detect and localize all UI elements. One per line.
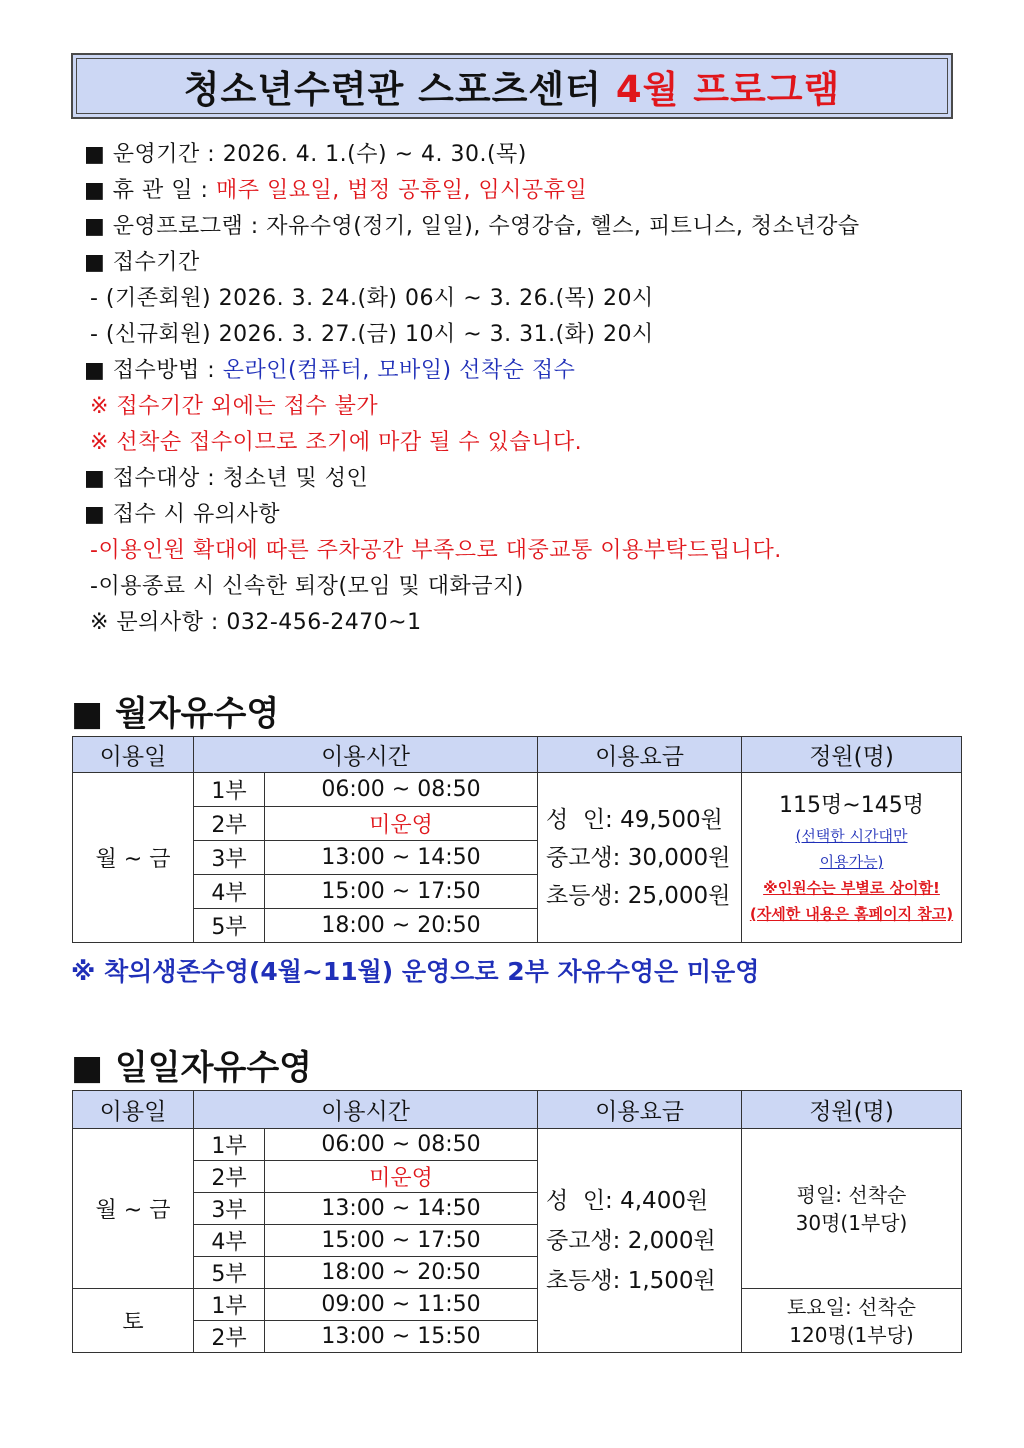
info-value: 자유수영(정기, 일일), 수영강습, 헬스, 피트니스, 청소년강습 [266, 214, 860, 239]
session-part: 5부 [194, 1257, 265, 1289]
bullet-icon: ■ [84, 358, 106, 383]
session-time: 13:00 ~ 14:50 [265, 1193, 538, 1225]
capacity-note-blue-1: (선택한 시간대만 [795, 827, 908, 845]
capacity-main: 115명~145명 [779, 793, 924, 818]
info-label: 운영기간 : [112, 142, 223, 167]
info-closed [84, 173, 860, 209]
header-fee: 이용요금 [538, 1091, 742, 1129]
header-fee: 이용요금 [538, 737, 742, 773]
session-time: 18:00 ~ 20:50 [265, 909, 538, 943]
session-part: 1부 [194, 1289, 265, 1321]
monthly-note: ※ 착의생존수영(4월~11월) 운영으로 2부 자유수영은 미운영 [71, 957, 760, 986]
info-caution [84, 497, 860, 533]
title-highlight: 4월 프로그램 [615, 68, 841, 111]
capacity-note-red-1: ※인원수는 부별로 상이함! [763, 879, 940, 897]
capacity-saturday-line-2: 120명(1부당) [789, 1322, 914, 1347]
session-part: 1부 [194, 773, 265, 807]
bullet-icon: ■ [84, 142, 106, 167]
bullet-icon: ■ [84, 466, 106, 491]
session-part: 5부 [194, 909, 265, 943]
info-value: 매주 일요일, 법정 공휴일, 임시공휴일 [215, 178, 588, 203]
session-part: 4부 [194, 875, 265, 909]
info-caution-2: -이용종료 시 신속한 퇴장(모임 및 대화금지) [90, 574, 524, 599]
daily-heading: ■ 일일자유수영 [71, 1048, 313, 1088]
day-cell-saturday: 토 [73, 1289, 194, 1353]
bullet-icon: ■ [84, 178, 106, 203]
info-label: 접수 시 유의사항 [112, 502, 281, 527]
day-cell-weekday: 월 ~ 금 [73, 1129, 194, 1289]
session-part: 1부 [194, 1129, 265, 1161]
info-period [84, 137, 860, 173]
fee-child: 초등생: 25,000원 [546, 882, 731, 909]
info-section [84, 137, 860, 641]
session-time: 06:00 ~ 08:50 [265, 1129, 538, 1161]
header-capacity: 정원(명) [742, 1091, 962, 1129]
capacity-weekday-line-1: 평일: 선착순 [796, 1182, 907, 1207]
session-part: 2부 [194, 807, 265, 841]
title-main: 청소년수련관 스포츠센터 [183, 68, 602, 111]
session-time: 18:00 ~ 20:50 [265, 1257, 538, 1289]
info-note-1: ※ 접수기간 외에는 접수 불가 [90, 394, 379, 419]
session-time: 미운영 [265, 1161, 538, 1193]
info-label: 접수방법 : [112, 358, 223, 383]
page-title [71, 53, 953, 119]
bullet-icon: ■ [84, 502, 106, 527]
fee-teen: 중고생: 30,000원 [546, 844, 731, 871]
info-caution-1: -이용인원 확대에 따른 주차공간 부족으로 대중교통 이용부탁드립니다. [90, 538, 782, 563]
capacity-saturday-line-1: 토요일: 선착순 [786, 1294, 916, 1319]
header-time: 이용시간 [194, 1091, 538, 1129]
header-capacity: 정원(명) [742, 737, 962, 773]
info-reg-period [84, 245, 860, 281]
info-label: 운영프로그램 : [112, 214, 267, 239]
info-value: 2026. 4. 1.(수) ~ 4. 30.(목) [222, 142, 527, 167]
session-time: 13:00 ~ 14:50 [265, 841, 538, 875]
info-label: 접수기간 [112, 250, 200, 275]
session-part: 3부 [194, 1193, 265, 1225]
info-label: 휴 관 일 : [112, 178, 216, 203]
monthly-table [72, 736, 962, 943]
capacity-cell [742, 773, 962, 943]
info-programs [84, 209, 860, 245]
session-time: 15:00 ~ 17:50 [265, 1225, 538, 1257]
session-time: 06:00 ~ 08:50 [265, 773, 538, 807]
session-time: 13:00 ~ 15:50 [265, 1321, 538, 1353]
header-day: 이용일 [73, 737, 194, 773]
bullet-icon: ■ [84, 250, 106, 275]
fee-adult: 성 인: 49,500원 [546, 806, 723, 833]
bullet-icon: ■ [84, 214, 106, 239]
session-part: 4부 [194, 1225, 265, 1257]
info-reg-new: - (신규회원) 2026. 3. 27.(금) 10시 ~ 3. 31.(화) 20시 [90, 322, 654, 347]
info-value: 온라인(컴퓨터, 모바일) 선착순 접수 [222, 358, 576, 383]
fee-child: 초등생: 1,500원 [546, 1267, 716, 1294]
session-part: 3부 [194, 841, 265, 875]
fee-teen: 중고생: 2,000원 [546, 1227, 716, 1254]
info-contact: ※ 문의사항 : 032-456-2470~1 [90, 610, 422, 635]
session-part: 2부 [194, 1321, 265, 1353]
capacity-note-red-2: (자세한 내용은 홈페이지 참고) [749, 905, 954, 923]
session-time: 15:00 ~ 17:50 [265, 875, 538, 909]
capacity-weekday-line-2: 30명(1부당) [795, 1210, 908, 1235]
capacity-saturday [742, 1289, 962, 1353]
session-time: 미운영 [265, 807, 538, 841]
info-reg-method [84, 353, 860, 389]
monthly-heading: ■ 월자유수영 [71, 694, 280, 734]
capacity-weekday [742, 1129, 962, 1289]
info-note-2: ※ 선착순 접수이므로 조기에 마감 될 수 있습니다. [90, 430, 583, 455]
daily-table [72, 1090, 962, 1353]
info-target [84, 461, 860, 497]
info-label: 접수대상 : 청소년 및 성인 [112, 466, 369, 491]
fee-adult: 성 인: 4,400원 [546, 1187, 709, 1214]
session-time: 09:00 ~ 11:50 [265, 1289, 538, 1321]
header-day: 이용일 [73, 1091, 194, 1129]
header-time: 이용시간 [194, 737, 538, 773]
session-part: 2부 [194, 1161, 265, 1193]
fee-cell [538, 1129, 742, 1353]
day-cell: 월 ~ 금 [73, 773, 194, 943]
info-reg-existing: - (기존회원) 2026. 3. 24.(화) 06시 ~ 3. 26.(목) 20시 [90, 286, 654, 311]
capacity-note-blue-2: 이용가능) [819, 853, 884, 871]
fee-cell [538, 773, 742, 943]
